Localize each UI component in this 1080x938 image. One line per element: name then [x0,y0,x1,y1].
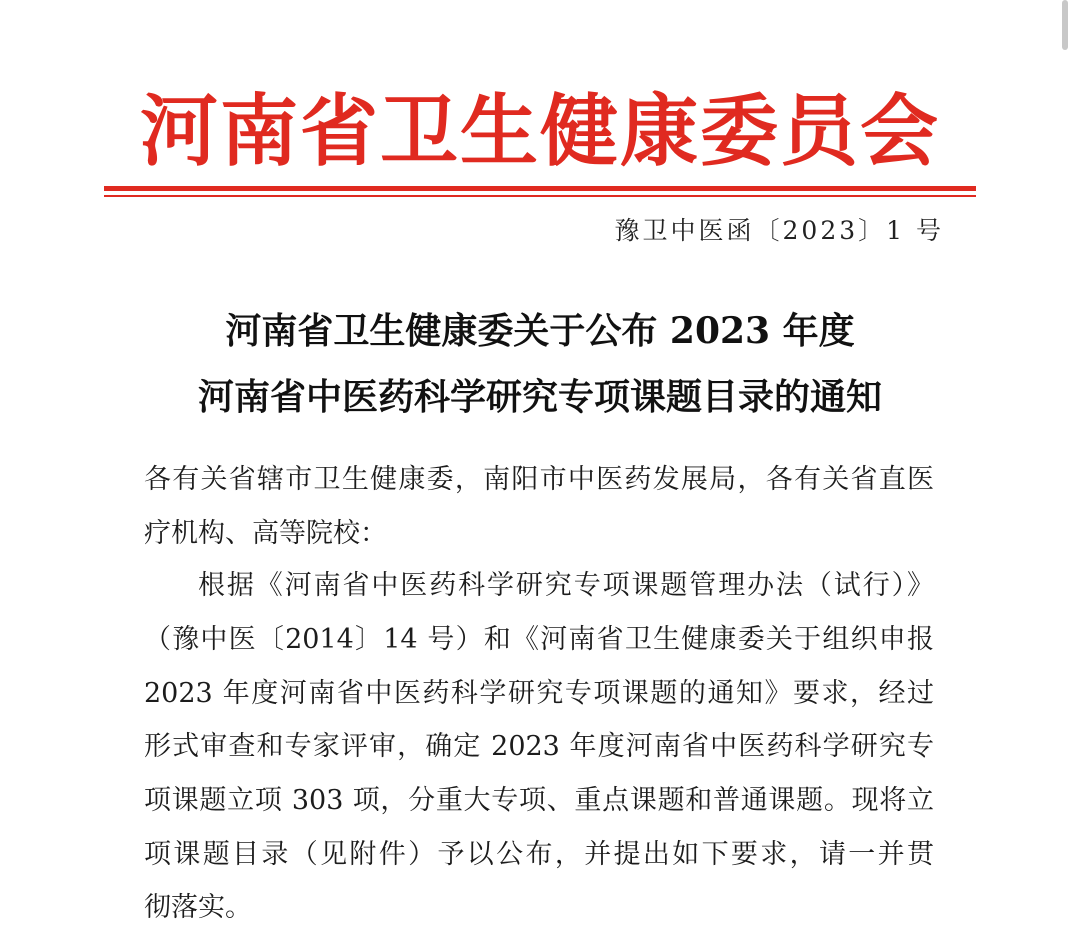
document-title-line-2: 河南省中医药科学研究专项课题目录的通知 [197,376,882,418]
body-line: 彻落实。 [144,892,252,923]
agency-masthead: 河南省卫生健康委员会 [139,87,940,177]
body-line: 各有关省辖市卫生健康委，南阳市中医药发展局，各有关省直医 [144,464,934,495]
body-line: （豫中医〔2014〕14 号）和《河南省卫生健康委关于组织申报 [144,624,934,655]
body-line: 项课题立项 303 项，分重大专项、重点课题和普通课题。现将立 [144,785,934,816]
masthead-rule-thin [104,195,976,197]
body-line: 2023 年度河南省中医药科学研究专项课题的通知》要求，经过 [144,678,934,709]
document-number: 豫卫中医函〔2023〕1 号 [614,216,944,245]
body-line: 疗机构、高等院校： [144,518,387,549]
masthead-rule-thick [104,186,976,191]
document-title-line-1: 河南省卫生健康委关于公布 2023 年度 [225,310,855,352]
body-line: 项课题目录（见附件）予以公布，并提出如下要求，请一并贯 [144,839,934,870]
body-line: 形式审查和专家评审，确定 2023 年度河南省中医药科学研究专 [144,731,934,762]
scrollbar-thumb[interactable] [1062,0,1068,50]
body-line: 根据《河南省中医药科学研究专项课题管理办法（试行）》 [198,570,934,601]
